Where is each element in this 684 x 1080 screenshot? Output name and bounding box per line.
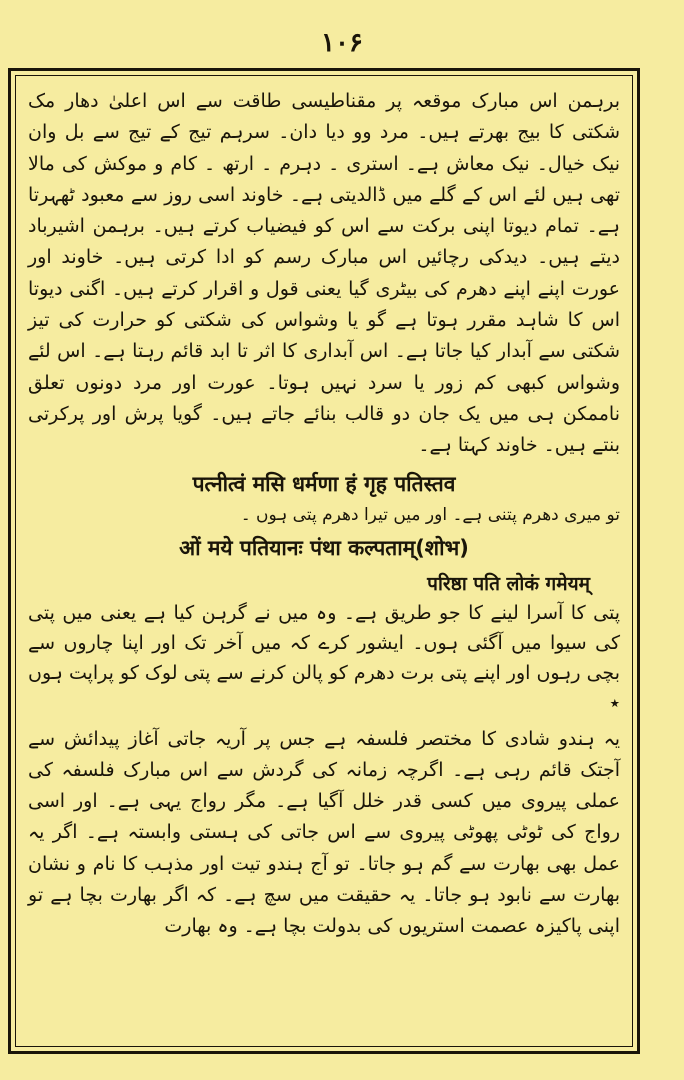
- sanskrit-verse-2: ओं मये पतियानः पंथा कल्पताम्(शोभ): [179, 535, 469, 560]
- page-border: [8, 68, 640, 1054]
- paragraph-vow: پتی کا آسرا لینے کا جو طریق ہے۔ وہ میں نے گرہن کیا ہے یعنی میں پتی کی سیوا میں آگئی ہوں۔ ایشور کرے کہ میں آخر تک اور اپنا چاروں سے بچی رہوں اور اپنے پتی برت دھرم کو پالن کرنے سے پتی لوک کو پراپت ہوں ٭: [28, 601, 620, 714]
- sanskrit-verse-3: परिष्ठा पति लोकं गमेयम्: [427, 572, 590, 595]
- page-number: ۱۰۶: [321, 28, 363, 58]
- paragraph-ceremony: برہمن اس مبارک موقعہ پر مقناطیسی طاقت سے اس اعلیٰ دھار مک شکتی کا بیج بھرتے ہیں۔ مرد وو دیا دان۔ سرہم تیج کے تیج سے بل وان نیک خیال۔ نیک معاش ہے۔ استری ۔ دہرم ۔ ارتھ ۔ کام و موکش کی مالا تھی ہیں لئے اس کے گلے میں ڈالدیتی ہے۔ خاوند اسی روز سے معبود ٹھہرتا ہے۔ تمام دیوتا اپنی برکت سے اس کو فیضیاب کرتے ہیں۔ برہمن اشیرباد دیتے ہیں۔ دیدکی رچائیں اس مبارک رسم کو ادا کرتی ہیں۔ خاوند اور عورت اپنے اپنے دھرم کی بیٹری گیا یعنی قول و اقرار کرتے ہیں۔ اگنی دیوتا اس کا شاہد مقرر ہوتا ہے گو یا وشواس کی شکتی کو حرارت کی تیز شکتی سے آبدار کیا جاتا ہے۔ اس آبداری کا اثر تا ابد قائم رہتا ہے۔ اس لئے وشواس کبھی کم زور یا سرد نہیں ہوتا۔ عورت اور مرد دونوں تعلق ناممکن ہی میں یک جان دو قالب بنائے جاتے ہیں۔ گویا پرش اور پرکرتی بنتے ہیں۔ خاوند کہتا ہے۔: [28, 90, 620, 457]
- text-block: [15, 75, 633, 1047]
- verse-translation-1: تو میری دھرم پتنی ہے۔ اور میں تیرا دھرم پتی ہوں ۔: [240, 504, 620, 525]
- sanskrit-verse-1: पत्नीत्वं मसि धर्मणा हं गृह पतिस्तव: [192, 471, 456, 496]
- paragraph-philosophy: یہ ہندو شادی کا مختصر فلسفہ ہے جس پر آریہ جاتی آغاز پیدائش سے آجتک قائم رہی ہے۔ اگرچہ زمانہ کی گردش سے اس مبارک فلسفہ کی عملی پیروی میں کسی قدر خلل آگیا ہے۔ مگر رواج یہی ہے۔ اور اسی رواج کی ٹوٹی پھوٹی پیروی سے اس جاتی کی ہستی وابستہ ہے۔ اگر یہ عمل بھی بھارت سے گم ہو جاتا۔ تو آج ہندو تیت اور مذہب کا نام و نشان بھارت سے نابود ہو جاتا۔ یہ حقیقت میں سچ ہے۔ کہ اگر بھارت بچا ہے تو اپنی پاکیزہ عصمت استریوں کی بدولت بچا ہے۔ وہ بھارت: [28, 727, 620, 938]
